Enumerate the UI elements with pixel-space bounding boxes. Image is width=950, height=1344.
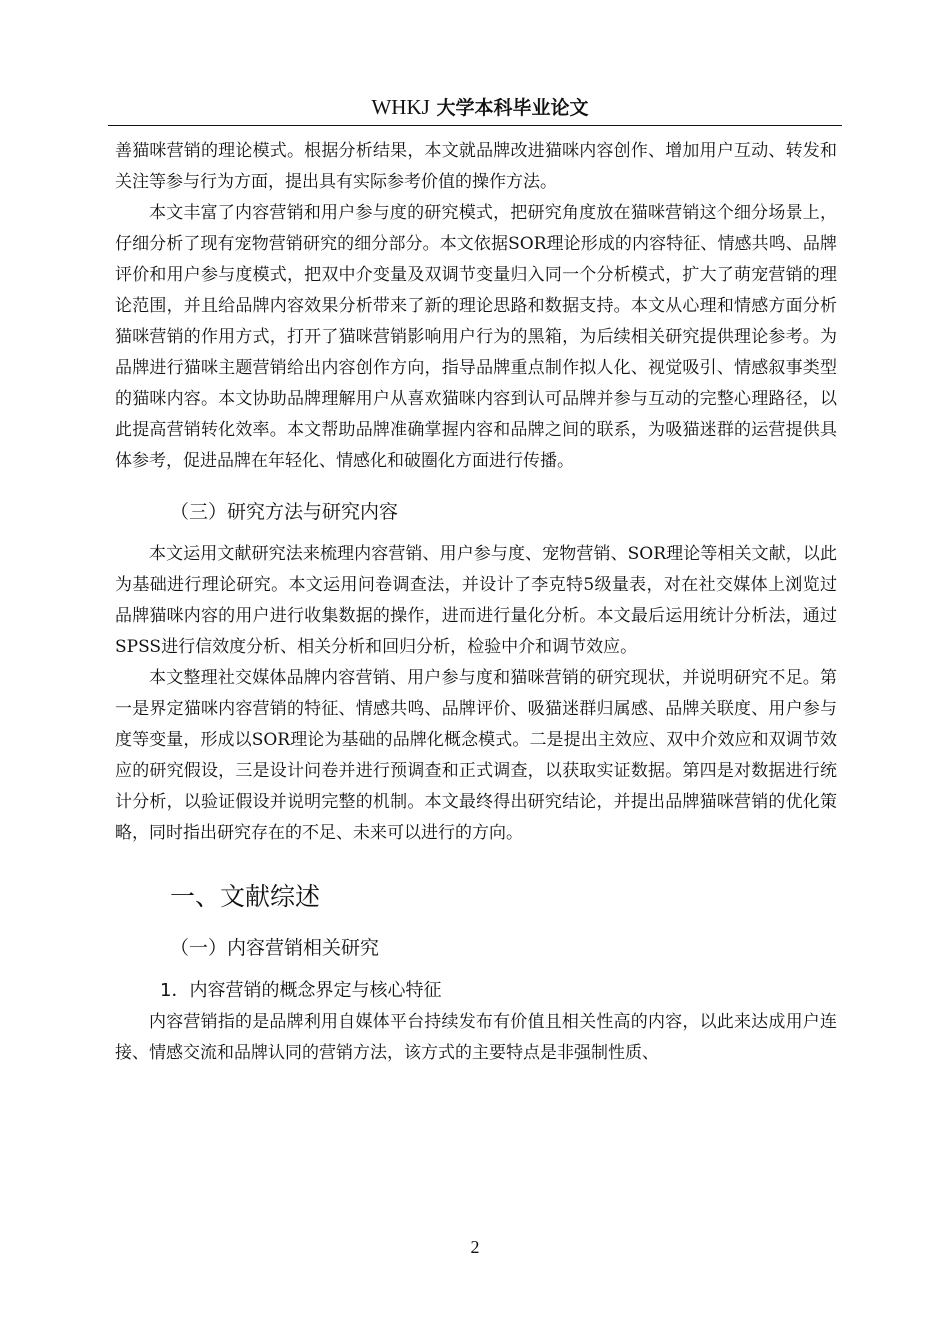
header-prefix: WHKJ [371,95,430,119]
heading-research-methods: （三）研究方法与研究内容 [170,501,399,523]
paragraph-definition: 内容营销指的是品牌利用自媒体平台持续发布有价值且相关性高的内容，以此来达成用户连接、情感交流和品牌认同的营销方法，该方式的主要特点是非强制性质、 [115,1012,837,1063]
header-rule [108,125,842,126]
paragraph-contents: 本文整理社交媒体品牌内容营销、用户参与度和猫咪营销的研究现状，并说明研究不足。第一是界定猫咪内容营销的特征、情感共鸣、品牌评价、吸猫迷群归属感、品牌关联度、用户参与度等变量，形成以SOR理论为基础的品牌化概念模式。二是提出主效应、双中介效应和双调节效应的研究假设，三是设计问卷并进行预调查和正式调查，以获取实证数据。第四是对数据进行统计分析，以验证假设并说明完整的机制。本文最终得出研究结论，并提出品牌猫咪营销的优化策略，同时指出研究存在的不足、未来可以进行的方向。 [115,668,837,843]
header-title: 大学本科毕业论文 [436,97,589,119]
heading-section-content-marketing: （一）内容营销相关研究 [170,937,380,959]
page-body [115,136,837,1069]
page-header [118,92,842,122]
paragraph-methods: 本文运用文献研究法来梳理内容营销、用户参与度、宠物营销、SOR理论等相关文献，以此为基础进行理论研究。本文运用问卷调查法，并设计了李克特5级量表，对在社交媒体上浏览过品牌猫咪内容的用户进行收集数据的操作，进而进行量化分析。本文最后运用统计分析法，通过SPSS进行信效度分析、相关分析和回归分析，检验中介和调节效应。 [115,544,837,657]
page-number: 2 [470,1237,480,1257]
paragraph-continuation: 善猫咪营销的理论模式。根据分析结果，本文就品牌改进猫咪内容创作、增加用户互动、转发和关注等参与行为方面，提出具有实际参考价值的操作方法。 [115,141,837,192]
heading-chapter-literature-review: 一、文献综述 [170,882,321,911]
paragraph-significance: 本文丰富了内容营销和用户参与度的研究模式，把研究角度放在猫咪营销这个细分场景上，仔细分析了现有宠物营销研究的细分部分。本文依据SOR理论形成的内容特征、情感共鸣、品牌评价和用户参与度模式，把双中介变量及双调节变量归入同一个分析模式，扩大了萌宠营销的理论范围，并且给品牌内容效果分析带来了新的理论思路和数据支持。本文从心理和情感方面分析猫咪营销的作用方式，打开了猫咪营销影响用户行为的黑箱，为后续相关研究提供理论参考。为品牌进行猫咪主题营销给出内容创作方向，指导品牌重点制作拟人化、视觉吸引、情感叙事类型的猫咪内容。本文协助品牌理解用户从喜欢猫咪内容到认可品牌并参与互动的完整心理路径，以此提高营销转化效率。本文帮助品牌准确掌握内容和品牌之间的联系，为吸猫迷群的运营提供具体参考，促进品牌在年轻化、情感化和破圈化方面进行传播。 [115,203,837,471]
heading-subsection-definition: 1．内容营销的概念界定与核心特征 [160,980,442,1001]
